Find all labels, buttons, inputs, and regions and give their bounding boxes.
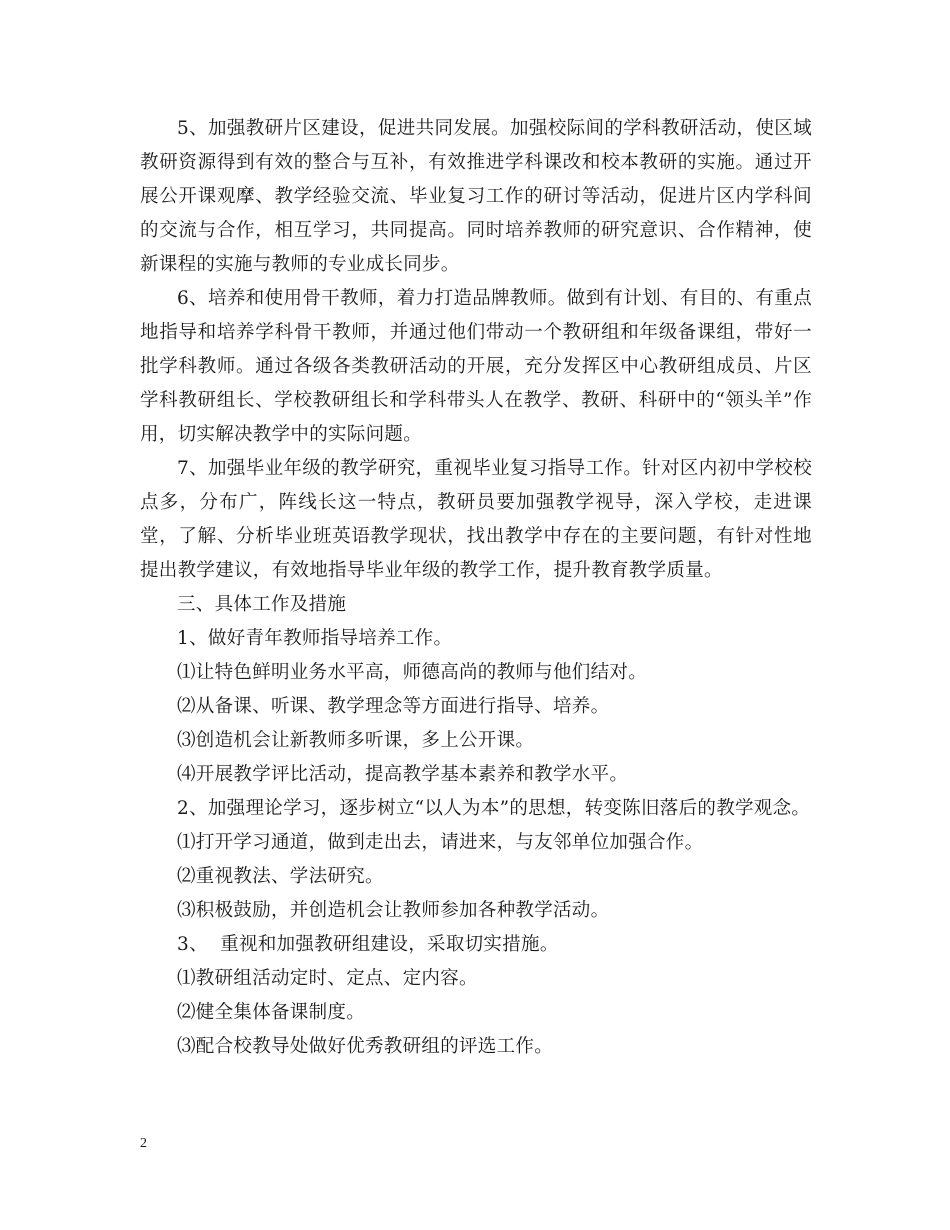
- list-item: ⑶配合校教导处做好优秀教研组的评选工作。: [177, 1036, 554, 1057]
- list-item: ⑶积极鼓励，并创造机会让教师参加各种教学活动。: [177, 900, 610, 921]
- document-body: [140, 112, 812, 1064]
- paragraph-6: 6、培养和使用骨干教师，着力打造品牌教师。做到有计划、有目的、有重点地指导和培养学科骨干教师，并通过他们带动一个教研组和年级备课组，带好一批学科教师。通过各级各类教研活动的开展，充分发挥区中心教研组成员、片区学科教研组长、学校教研组长和学科带头人在教学、教研、科研中的“领头羊”作用，切实解决教学中的实际问题。: [140, 288, 812, 445]
- list-item: ⑵从备课、听课、教学理念等方面进行指导、培养。: [177, 696, 610, 717]
- list-item: ⑴让特色鲜明业务水平高，师德高尚的教师与他们结对。: [177, 662, 648, 683]
- paragraph-5: 5、加强教研片区建设，促进共同发展。加强校际间的学科教研活动，使区域教研资源得到有效的整合与互补，有效推进学科课改和校本教研的实施。通过开展公开课观摩、教学经验交流、毕业复习工作的研讨等活动，促进片区内学科间的交流与合作，相互学习，共同提高。同时培养教师的研究意识、合作精神，使新课程的实施与教师的专业成长同步。: [140, 118, 812, 275]
- list-item: ⑷开展教学评比活动，提高教学基本素养和教学水平。: [177, 764, 629, 785]
- list-item: 3、 重视和加强教研组建设，采取切实措施。: [177, 934, 559, 955]
- section-heading: 三、具体工作及措施: [177, 594, 347, 615]
- paragraph-7: 7、加强毕业年级的教学研究，重视毕业复习指导工作。针对区内初中学校校点多，分布广，阵线长这一特点，教研员要加强教学视导，深入学校，走进课堂，了解、分析毕业班英语教学现状，找出教学中存在的主要问题，有针对性地提出教学建议，有效地指导毕业年级的教学工作，提升教育教学质量。: [140, 458, 812, 581]
- list-item: ⑶创造机会让新教师多听课，多上公开课。: [177, 730, 535, 751]
- list-item: ⑴打开学习通道，做到走出去，请进来，与友邻单位加强合作。: [177, 832, 704, 853]
- list-item: ⑵重视教法、学法研究。: [177, 866, 384, 887]
- list-item: ⑴教研组活动定时、定点、定内容。: [177, 968, 478, 989]
- page-number: 2: [140, 1136, 147, 1151]
- list-item: ⑵健全集体备课制度。: [177, 1002, 366, 1023]
- list-item: 2、加强理论学习，逐步树立“以人为本”的思想，转变陈旧落后的教学观念。: [177, 798, 811, 819]
- list-item: 1、做好青年教师指导培养工作。: [177, 628, 453, 649]
